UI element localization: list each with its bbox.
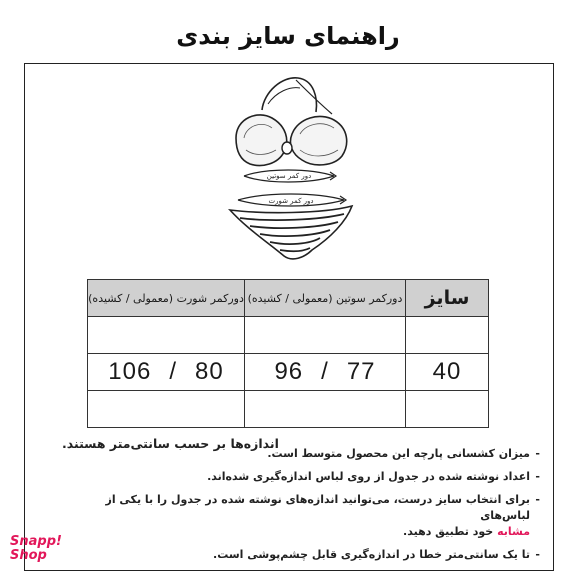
- bikini-illustration: [0, 0, 576, 280]
- size-table: [87, 279, 489, 428]
- note-item: - اعداد نوشته شده در جدول از روی لباس اندازه‌گیری شده‌اند.: [70, 469, 540, 485]
- value-separator: /: [321, 358, 329, 385]
- note-item: - میزان کشسانی پارچه این محصول متوسط است.: [70, 446, 540, 462]
- note-text-after: خود تطبیق دهید.: [403, 525, 494, 538]
- cell-brief: [88, 317, 245, 354]
- table-row: [88, 317, 489, 354]
- notes-list: [70, 446, 540, 570]
- header-brief-waist: دورکمر شورت (معمولی / کشیده): [88, 280, 245, 317]
- note-item: [70, 492, 540, 540]
- unit-note: اندازه‌ها بر حسب سانتی‌متر هستند.: [62, 436, 279, 451]
- header-bra-waist: دورکمر سوتین (معمولی / کشیده): [245, 280, 406, 317]
- header-size: سایز: [406, 280, 489, 317]
- note-highlight: مشابه: [497, 525, 530, 538]
- cell-bra: [245, 391, 406, 428]
- cell-size: [406, 391, 489, 428]
- cell-brief: [88, 354, 245, 391]
- snapp-shop-logo: [10, 535, 78, 563]
- brief-stretched-value: 106: [108, 358, 152, 385]
- bra-measure-label: دور کمر سوتین: [266, 172, 312, 180]
- cell-bra: [245, 354, 406, 391]
- table-header-row: [88, 280, 489, 317]
- cell-brief: [88, 391, 245, 428]
- note-item: - تا یک سانتی‌متر خطا در اندازه‌گیری قابل چشم‌پوشی است.: [70, 547, 540, 563]
- page-title: راهنمای سایز بندی: [176, 22, 400, 50]
- table-row: [88, 354, 489, 391]
- note-text: برای انتخاب سایز درست، می‌توانید اندازه‌های نوشته شده در جدول را با یکی از لباس‌های: [105, 493, 530, 522]
- table-row: [88, 391, 489, 428]
- cell-size: 40: [406, 354, 489, 391]
- bra-normal-value: 77: [346, 358, 376, 385]
- logo-line2: Shop: [10, 548, 47, 563]
- brief-measure-label: دور کمر شورت: [268, 197, 314, 205]
- cell-size: [406, 317, 489, 354]
- bra-stretched-value: 96: [274, 358, 304, 385]
- value-separator: /: [169, 358, 177, 385]
- cell-bra: [245, 317, 406, 354]
- brief-normal-value: 80: [195, 358, 224, 385]
- logo-line1: Snapp!: [10, 534, 62, 549]
